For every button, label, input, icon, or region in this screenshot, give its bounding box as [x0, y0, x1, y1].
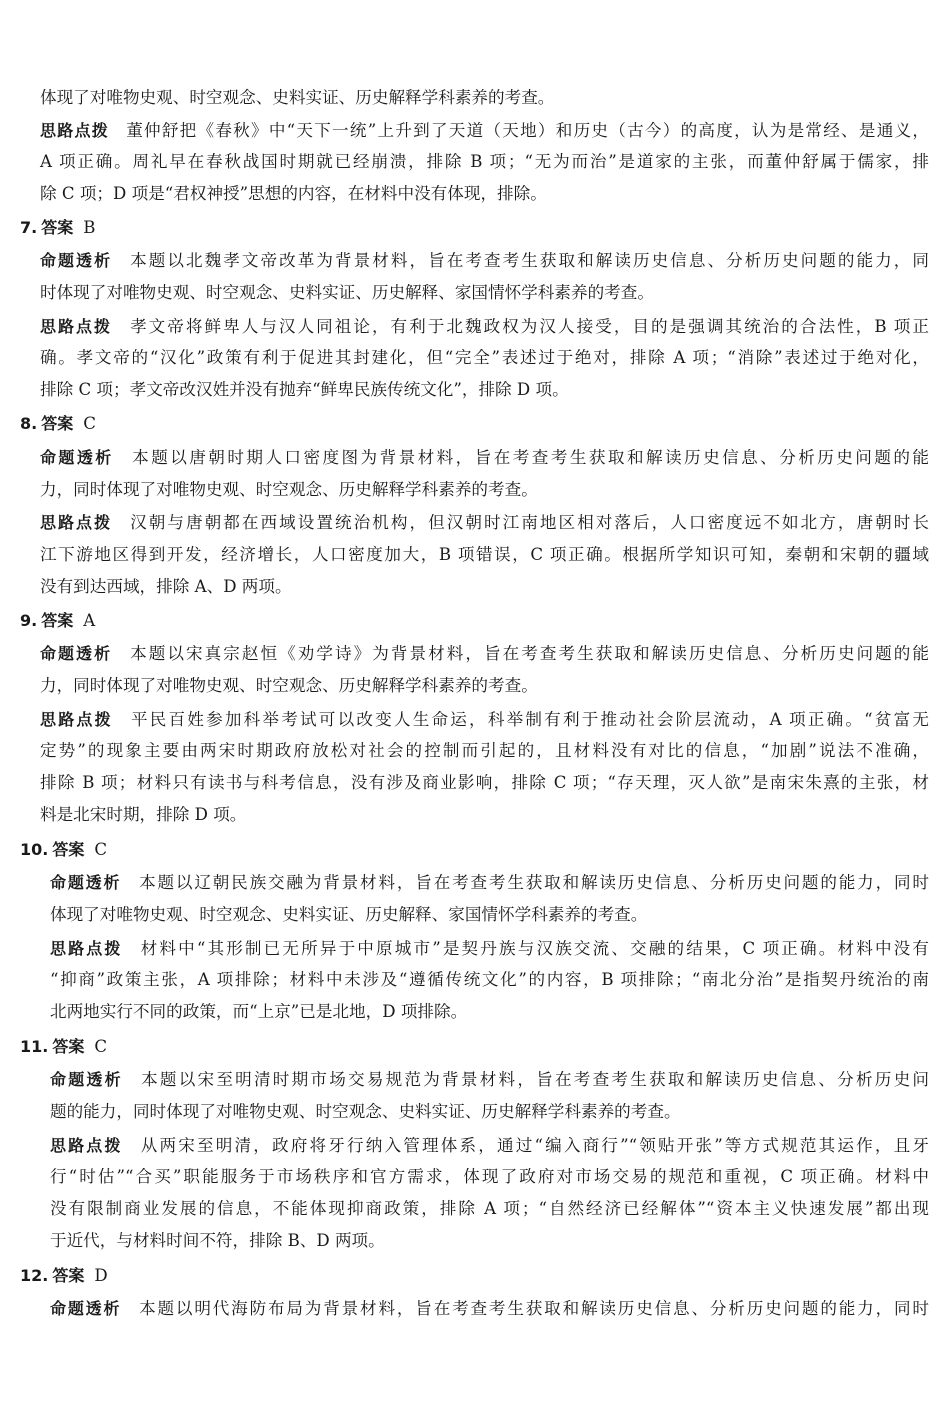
question-7-header — [20, 216, 95, 240]
text: 料是北宋时期，排除 D 项。 — [40, 805, 247, 824]
analysis-label: 命题透析 — [50, 1299, 122, 1318]
answer-label: 答案 — [41, 218, 74, 237]
thinking-line — [40, 119, 929, 143]
analysis-line — [40, 446, 929, 470]
text: 体现了对唯物史观、时空观念、史料实证、历史解释、家国情怀学科素养的考查。 — [50, 905, 648, 924]
text: 排除 C 项；孝文帝改汉姓并没有抛弃“鲜卑民族传统文化”，排除 D 项。 — [40, 380, 569, 399]
answer-value: B — [83, 218, 96, 237]
text: 没有限制商业发展的信息，不能体现抑商政策，排除 A 项；“自然经济已经解体”“资本主义快速发展”都出现 — [50, 1199, 929, 1218]
text-line — [50, 1165, 929, 1189]
analysis-label: 命题透析 — [40, 644, 113, 663]
text-line — [50, 903, 920, 927]
answer-label: 答案 — [52, 1266, 85, 1285]
text-line — [50, 1229, 920, 1253]
text-line — [40, 478, 920, 502]
text: 本题以唐朝时期人口密度图为背景材料，旨在考查考生获取和解读历史信息、分析历史问题的能 — [129, 448, 929, 467]
text-line — [50, 1197, 929, 1221]
text: 力，同时体现了对唯物史观、时空观念、历史解释学科素养的考查。 — [40, 480, 538, 499]
text: 本题以明代海防布局为背景材料，旨在考查考生获取和解读历史信息、分析历史问题的能力，同时 — [137, 1299, 929, 1318]
question-number: 9. — [20, 611, 38, 630]
text-line — [40, 803, 920, 827]
answer-label: 答案 — [52, 840, 85, 859]
analysis-line — [40, 249, 929, 273]
question-11-header — [20, 1035, 107, 1059]
text: 本题以北魏孝文帝改革为背景材料，旨在考查考生获取和解读历史信息、分析历史问题的能力，同 — [128, 251, 929, 270]
thinking-line — [40, 708, 929, 732]
analysis-label: 命题透析 — [40, 251, 113, 270]
text: 力，同时体现了对唯物史观、时空观念、历史解释学科素养的考查。 — [40, 676, 538, 695]
thinking-line — [50, 1134, 929, 1158]
text-line — [40, 771, 929, 795]
thinking-label: 思路点拨 — [40, 710, 113, 729]
analysis-label: 命题透析 — [50, 1070, 123, 1089]
text: 江下游地区得到开发，经济增长，人口密度加大，B 项错误，C 项正确。根据所学知识可知，秦朝和宋朝的疆域 — [40, 545, 929, 564]
analysis-label: 命题透析 — [50, 873, 122, 892]
text-line — [40, 543, 929, 567]
text-line — [40, 86, 920, 110]
text: 孝文帝将鲜卑人与汉人同祖论，有利于北魏政权为汉人接受，目的是强调其统治的合法性，B 项正 — [128, 317, 929, 336]
text-line — [40, 378, 920, 402]
thinking-label: 思路点拨 — [40, 513, 113, 532]
text-line — [40, 346, 929, 370]
text: 时体现了对唯物史观、时空观念、史料实证、历史解释、家国情怀学科素养的考查。 — [40, 283, 654, 302]
text-line — [40, 739, 929, 763]
text: 汉朝与唐朝都在西域设置统治机构，但汉朝时江南地区相对落后，人口密度远不如北方，唐朝时长 — [128, 513, 929, 532]
answer-value: A — [83, 611, 96, 630]
answer-label: 答案 — [41, 414, 74, 433]
analysis-line — [50, 871, 929, 895]
text-line — [50, 968, 929, 992]
text: A 项正确。周礼早在春秋战国时期就已经崩溃，排除 B 项；“无为而治”是道家的主张，而董仲舒属于儒家，排 — [40, 152, 929, 171]
thinking-line — [40, 315, 929, 339]
question-number: 8. — [20, 414, 38, 433]
thinking-line — [40, 511, 929, 535]
thinking-line — [50, 937, 929, 961]
thinking-label: 思路点拨 — [40, 121, 109, 140]
answer-label: 答案 — [52, 1037, 85, 1056]
question-number: 10. — [20, 840, 49, 859]
answer-value: C — [83, 414, 96, 433]
text: 董仲舒把《春秋》中“天下一统”上升到了天道（天地）和历史（古今）的高度，认为是常经、是通义， — [124, 121, 929, 140]
question-8-header — [20, 412, 96, 436]
text: 定势”的现象主要由两宋时期政府放松对社会的控制而引起的，且材料没有对比的信息，“加剧”说法不准确， — [40, 741, 929, 760]
answer-value: C — [94, 840, 108, 859]
answer-value: C — [94, 1037, 108, 1056]
analysis-line — [50, 1297, 929, 1321]
thinking-label: 思路点拨 — [40, 317, 113, 336]
question-number: 7. — [20, 218, 38, 237]
question-10-header — [20, 838, 107, 862]
text-line — [50, 1000, 920, 1024]
text: 本题以宋真宗赵恒《劝学诗》为背景材料，旨在考查考生获取和解读历史信息、分析历史问题的能 — [128, 644, 929, 663]
text: “抑商”政策主张，A 项排除；材料中未涉及“遵循传统文化”的内容，B 项排除；“南北分治”是指契丹统治的南 — [50, 970, 929, 989]
text-line — [40, 575, 920, 599]
analysis-line — [50, 1068, 929, 1092]
text: 排除 B 项；材料只有读书与科考信息，没有涉及商业影响，排除 C 项；“存天理，灭人欲”是南宋朱熹的主张，材 — [40, 773, 929, 792]
text: 平民百姓参加科举考试可以改变人生命运，科举制有利于推动社会阶层流动，A 项正确。“贫富无 — [128, 710, 929, 729]
answer-value: D — [94, 1266, 108, 1285]
thinking-label: 思路点拨 — [50, 939, 123, 958]
analysis-line — [40, 642, 929, 666]
text: 本题以宋至明清时期市场交易规范为背景材料，旨在考查考生获取和解读历史信息、分析历史问 — [138, 1070, 929, 1089]
text: 确。孝文帝的“汉化”政策有利于促进其封建化，但“完全”表述过于绝对，排除 A 项；“消除”表述过于绝对化， — [40, 348, 929, 367]
question-number: 12. — [20, 1266, 49, 1285]
text-line — [50, 1100, 920, 1124]
text: 北两地实行不同的政策，而“上京”已是北地，D 项排除。 — [50, 1002, 468, 1021]
thinking-label: 思路点拨 — [50, 1136, 123, 1155]
text-line — [40, 150, 929, 174]
text: 材料中“其形制已无所异于中原城市”是契丹族与汉族交流、交融的结果，C 项正确。材料中没有 — [138, 939, 929, 958]
text-line — [40, 281, 920, 305]
text: 体现了对唯物史观、时空观念、史料实证、历史解释学科素养的考查。 — [40, 88, 555, 107]
question-12-header — [20, 1264, 108, 1288]
text: 行“时估”“合买”职能服务于市场秩序和官方需求，体现了政府对市场交易的规范和重视，C 项正确。材料中 — [50, 1167, 929, 1186]
text: 除 C 项；D 项是“君权神授”思想的内容，在材料中没有体现，排除。 — [40, 184, 547, 203]
analysis-label: 命题透析 — [40, 448, 114, 467]
text-line — [40, 674, 920, 698]
text-line — [40, 182, 920, 206]
text: 本题以辽朝民族交融为背景材料，旨在考查考生获取和解读历史信息、分析历史问题的能力，同时 — [137, 873, 929, 892]
text: 从两宋至明清，政府将牙行纳入管理体系，通过“编入商行”“领贴开张”等方式规范其运作，且牙 — [138, 1136, 929, 1155]
text: 于近代，与材料时间不符，排除 B、D 两项。 — [50, 1231, 385, 1250]
text: 题的能力，同时体现了对唯物史观、时空观念、史料实证、历史解释学科素养的考查。 — [50, 1102, 681, 1121]
question-9-header — [20, 609, 95, 633]
question-number: 11. — [20, 1037, 49, 1056]
text: 没有到达西域，排除 A、D 两项。 — [40, 577, 292, 596]
answer-label: 答案 — [41, 611, 74, 630]
